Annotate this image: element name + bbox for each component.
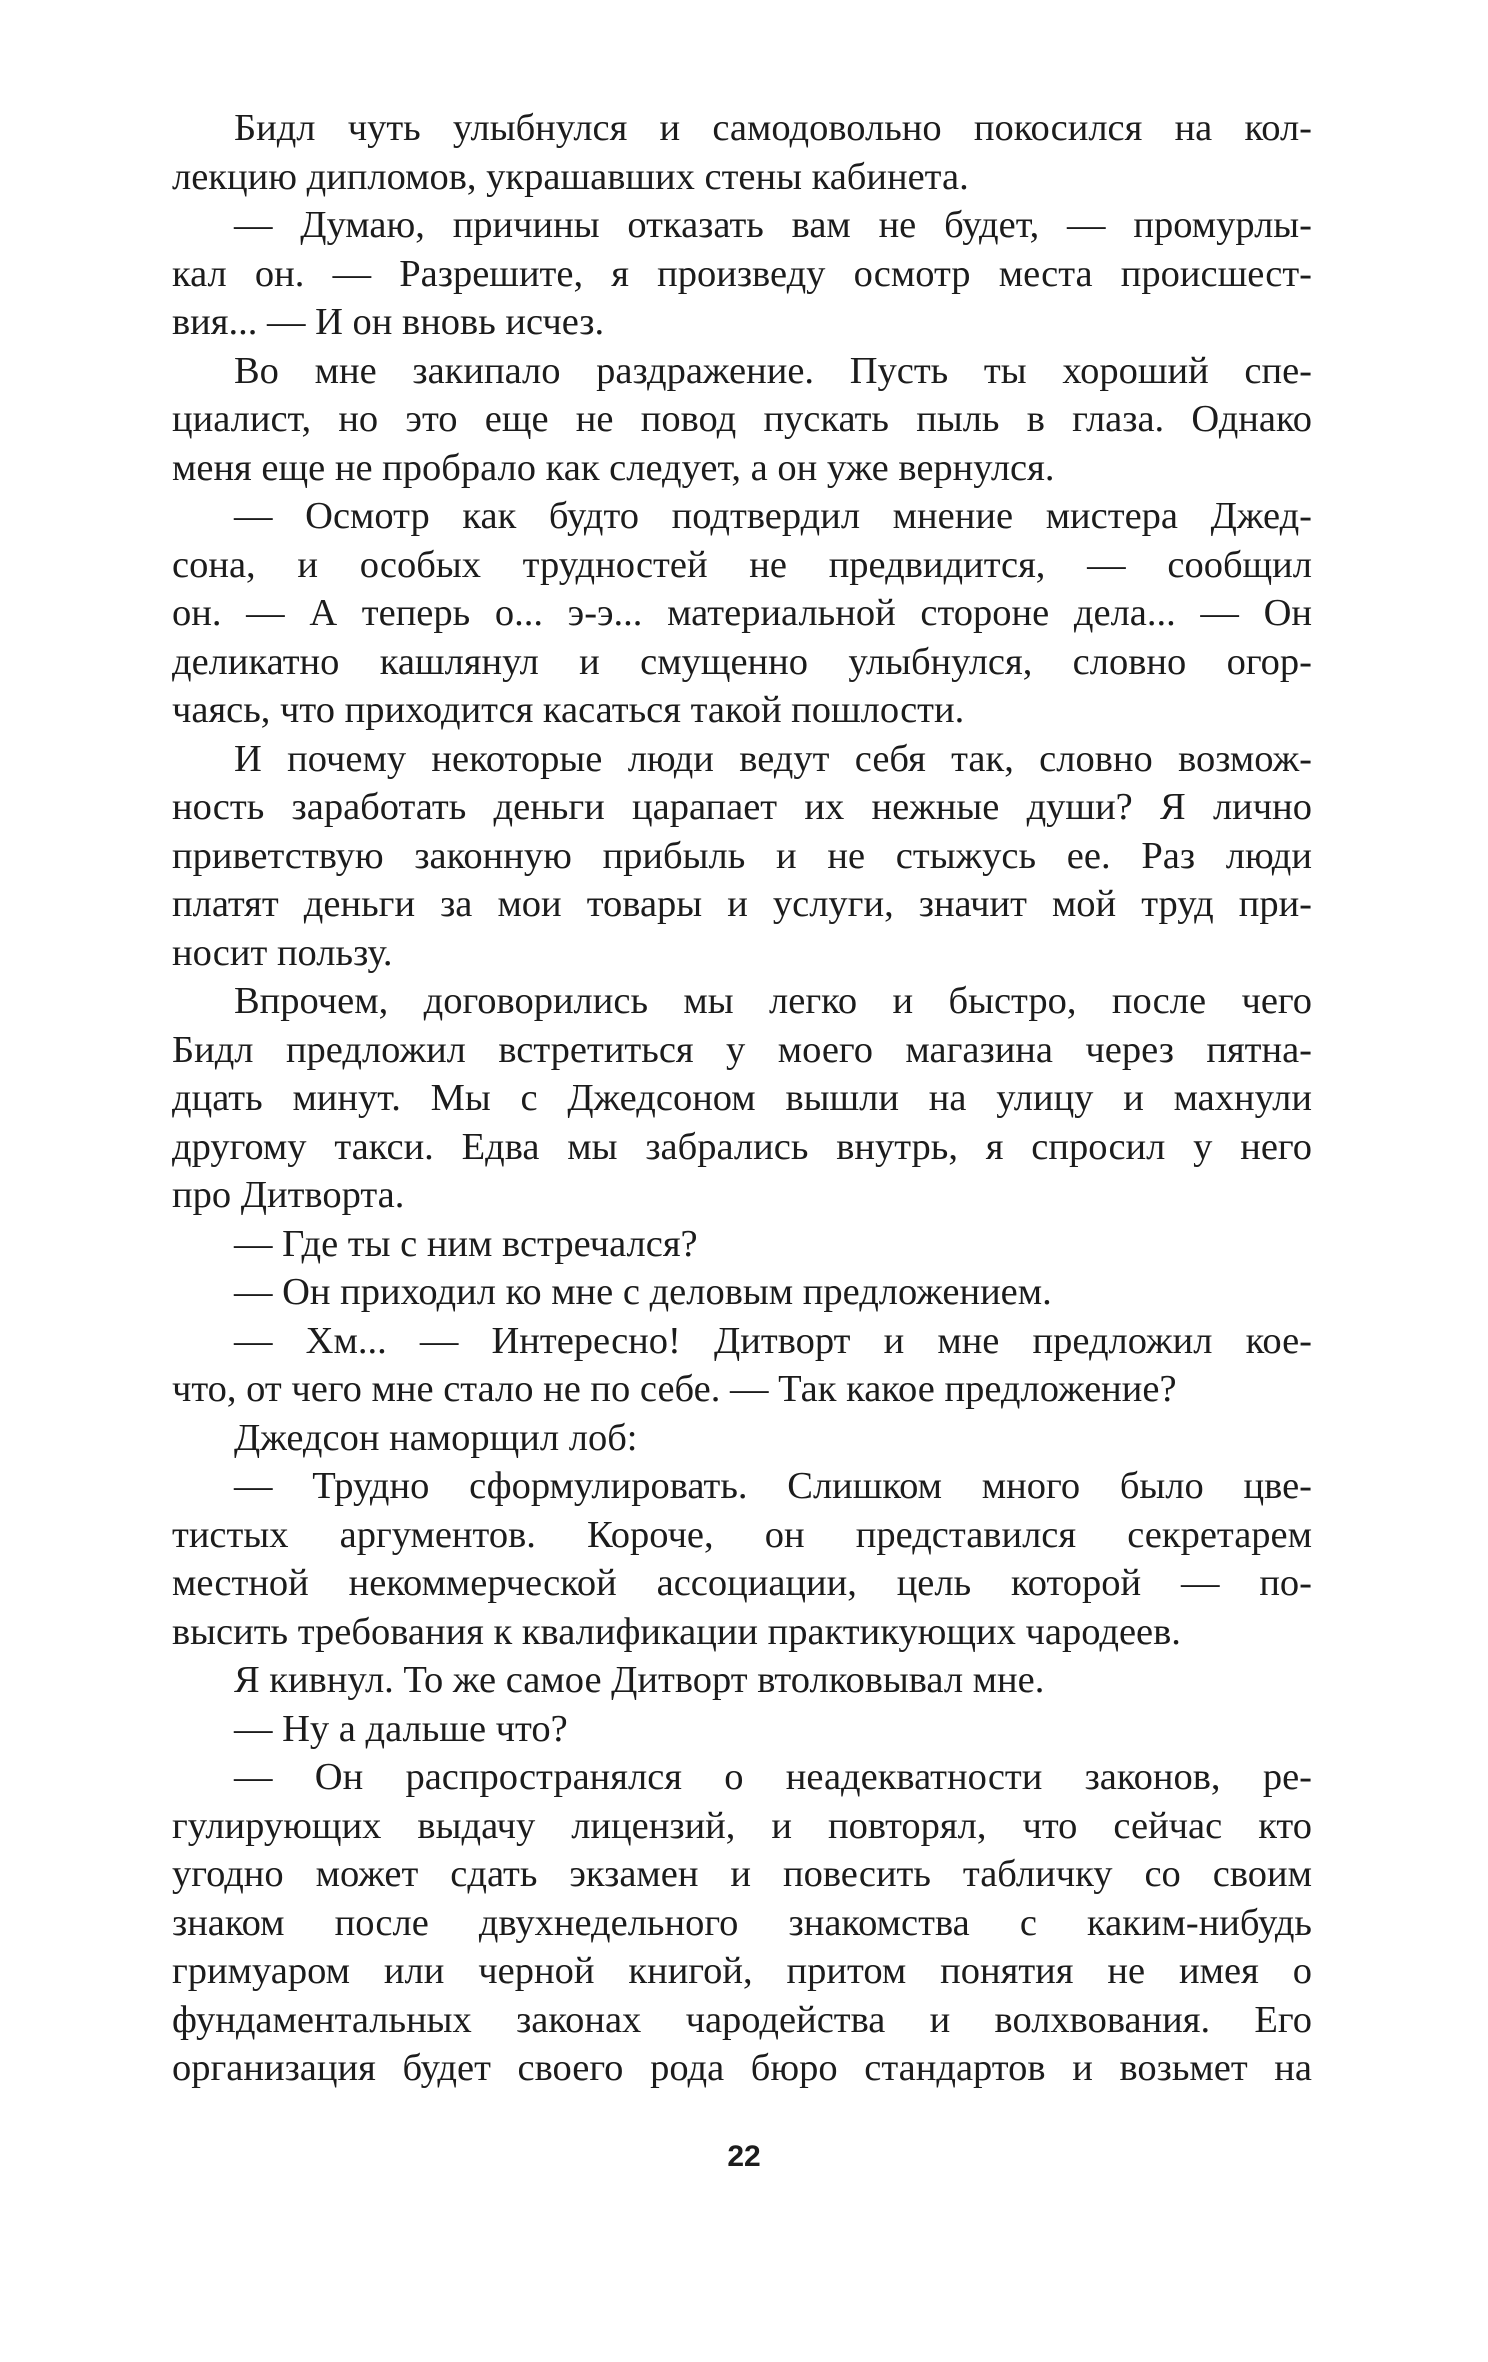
text-line: Джедсон наморщил лоб:	[234, 1416, 638, 1459]
text-line: высить требования к квалификации практикующих чародеев.	[172, 1610, 1181, 1653]
text-line: что, от чего мне стало не по себе. — Так какое предложение?	[172, 1368, 1177, 1410]
text-line: платят деньги за мои товары и услуги, значит мой труд при-	[172, 883, 1312, 925]
text-line: гримуаром или черной книгой, притом понятия не имея о	[172, 1950, 1312, 1992]
body-text	[172, 104, 1312, 2093]
text-line: Бидл чуть улыбнулся и самодовольно покосился на кол-	[234, 107, 1312, 149]
text-line: сона, и особых трудностей не предвидится, — сообщил	[172, 543, 1312, 586]
text-line: носит пользу.	[172, 931, 393, 974]
text-line: Бидл предложил встретиться у моего магазина через пятна-	[172, 1028, 1312, 1071]
text-line: — Трудно сформулировать. Слишком много было цве-	[234, 1465, 1312, 1507]
text-line: угодно может сдать экзамен и повесить табличку со своим	[172, 1853, 1312, 1895]
text-line: знаком после двухнедельного знакомства с каким-нибудь	[172, 1901, 1312, 1944]
text-line: фундаментальных законах чародейства и волхвования. Его	[172, 1998, 1312, 2041]
text-line: вия... — И он вновь исчез.	[172, 301, 605, 343]
text-line: — Ну а дальше что?	[234, 1707, 568, 1750]
text-line: он. — А теперь о... э-э... материальной стороне дела... — Он	[172, 592, 1312, 634]
text-line: меня еще не пробрало как следует, а он уже вернулся.	[172, 446, 1055, 489]
text-line: другому такси. Едва мы забрались внутрь, я спросил у него	[172, 1125, 1312, 1168]
text-line: тистых аргументов. Короче, он представился секретарем	[172, 1513, 1312, 1556]
text-line: гулирующих выдачу лицензий, и повторял, что сейчас кто	[172, 1804, 1312, 1847]
text-line: ность заработать деньги царапает их нежные души? Я лично	[172, 786, 1312, 828]
text-line: — Хм... — Интересно! Дитворт и мне предложил кое-	[234, 1319, 1312, 1362]
text-line: Я кивнул. То же самое Дитворт втолковывал мне.	[234, 1659, 1045, 1701]
page-number: 22	[727, 2140, 761, 2173]
text-line: — Думаю, причины отказать вам не будет, — промурлы-	[234, 204, 1312, 246]
text-line: И почему некоторые люди ведут себя так, словно возмож-	[234, 737, 1312, 780]
text-line: про Дитворта.	[172, 1174, 405, 1216]
text-line: приветствую законную прибыль и не стыжусь ее. Раз люди	[172, 834, 1312, 877]
text-line: — Осмотр как будто подтвердил мнение мистера Джед-	[234, 495, 1312, 537]
text-line: Во мне закипало раздражение. Пусть ты хороший спе-	[234, 349, 1312, 392]
text-line: чаясь, что приходится касаться такой пошлости.	[172, 689, 965, 731]
text-line: организация будет своего рода бюро стандартов и возьмет на	[172, 2047, 1312, 2089]
text-line: — Он распространялся о неадекватности законов, ре-	[234, 1756, 1312, 1798]
text-line: деликатно кашлянул и смущенно улыбнулся, словно огор-	[172, 640, 1312, 683]
text-line: местной некоммерческой ассоциации, цель которой — по-	[172, 1562, 1312, 1604]
text-line: дцать минут. Мы с Джедсоном вышли на улицу и махнули	[172, 1077, 1312, 1119]
text-line: циалист, но это еще не повод пускать пыль в глаза. Однако	[172, 398, 1312, 440]
text-line: — Где ты с ним встречался?	[234, 1222, 698, 1265]
text-line: Впрочем, договорились мы легко и быстро, после чего	[234, 980, 1312, 1022]
text-line: кал он. — Разрешите, я произведу осмотр места происшест-	[172, 252, 1312, 295]
text-line: лекцию дипломов, украшавших стены кабинета.	[172, 155, 969, 198]
text-line: — Он приходил ко мне с деловым предложением.	[234, 1271, 1052, 1313]
